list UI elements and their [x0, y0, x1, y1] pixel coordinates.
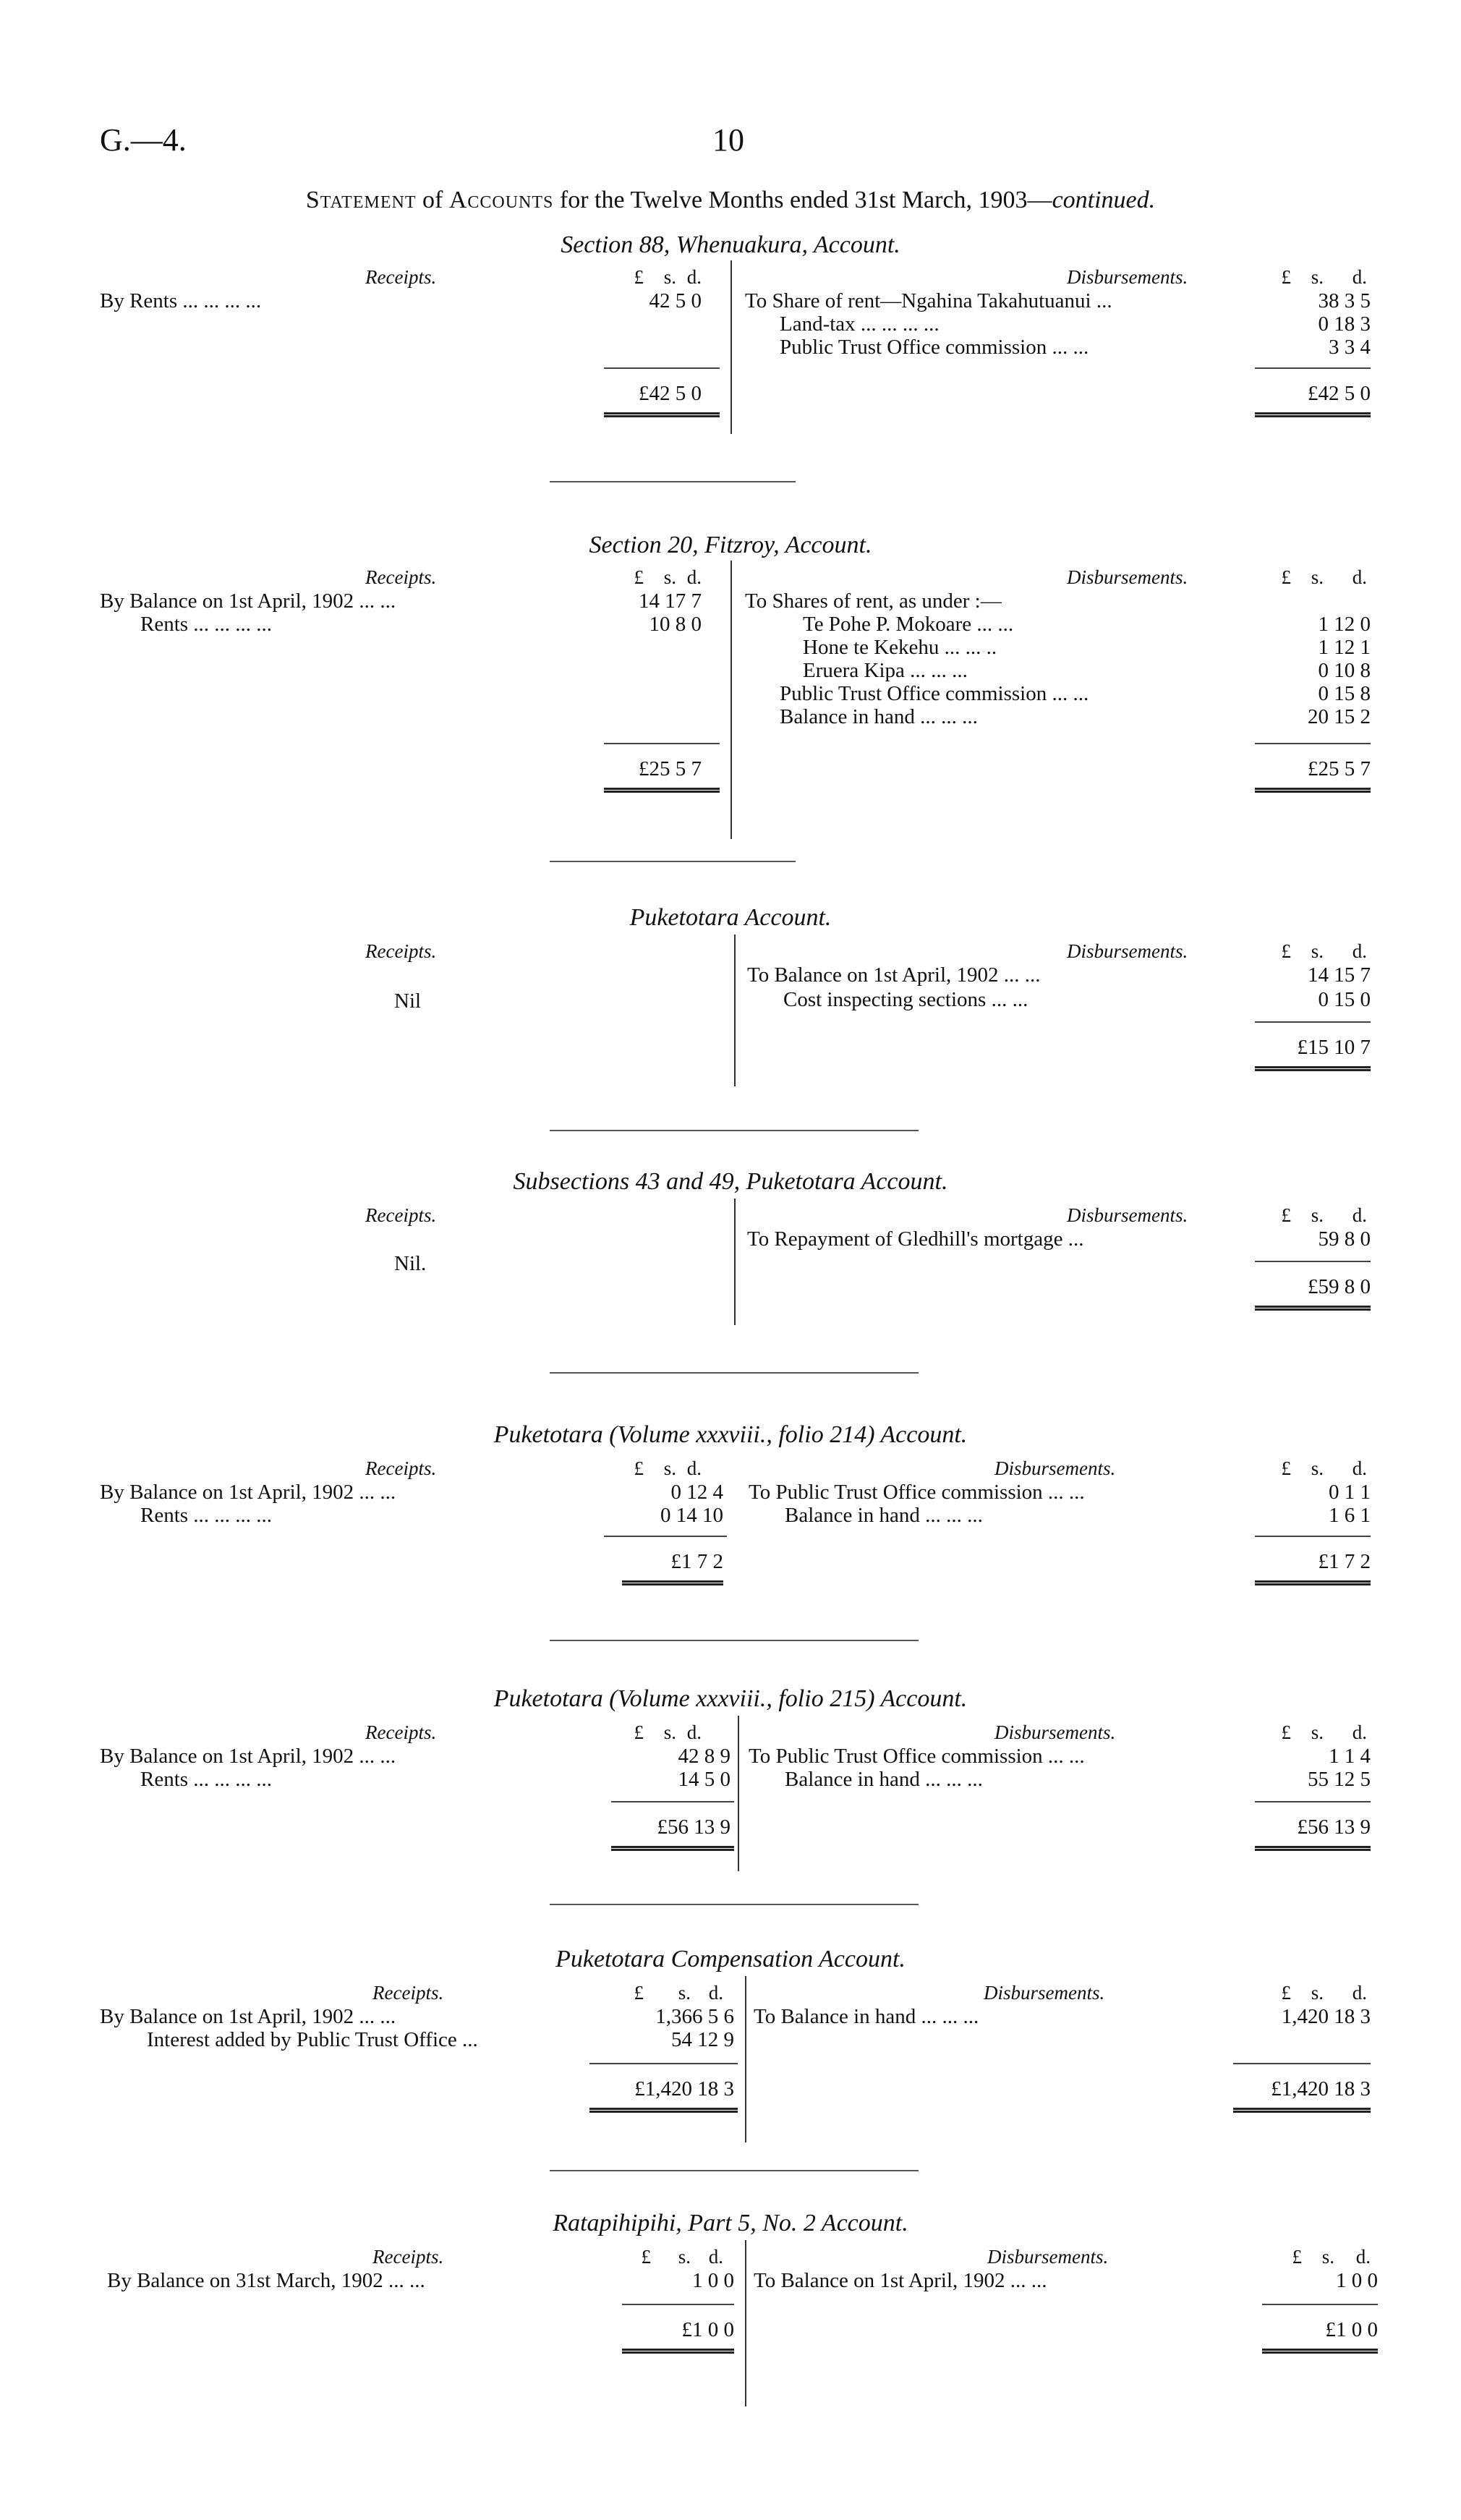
shilling-header: s.	[1311, 1982, 1324, 2004]
receipt-amount: 14 17 7	[639, 589, 702, 613]
receipt-label: By Balance on 1st April, 1902 ... ...	[100, 2005, 396, 2028]
disb-total: £15 10 7	[1297, 1036, 1371, 1059]
disbursements-header: Disbursements.	[994, 1457, 1116, 1479]
pound-header: £	[641, 2246, 651, 2268]
shilling-header: s.	[1321, 2246, 1334, 2268]
column-divider	[734, 935, 736, 1086]
pence-header: d.	[686, 266, 702, 288]
disb-amount: 38 3 5	[1318, 289, 1371, 312]
total-double-rule	[604, 412, 720, 417]
pound-header: £	[634, 1457, 644, 1479]
pound-header: £	[634, 1721, 644, 1743]
page-number: 10	[712, 122, 744, 158]
receipts-header: Receipts.	[372, 2246, 444, 2268]
subtotal-rule	[1255, 367, 1371, 369]
disb-label: To Balance on 1st April, 1902 ... ...	[754, 2269, 1047, 2292]
disb-total: £1 0 0	[1325, 2318, 1378, 2341]
section-separator	[550, 1372, 919, 1374]
total-double-rule	[1255, 1580, 1371, 1585]
column-divider	[745, 1976, 746, 2142]
section-title: Puketotara Account.	[629, 904, 832, 931]
shilling-header: s.	[678, 2246, 691, 2268]
disbursements-header: Disbursements.	[984, 1982, 1105, 2004]
disbursements-header: Disbursements.	[1067, 566, 1188, 588]
section-separator	[550, 861, 796, 862]
receipts-total: £56 13 9	[657, 1815, 730, 1839]
title-word-of: of	[422, 187, 443, 213]
receipt-label: Rents ... ... ... ...	[140, 613, 273, 636]
subtotal-rule	[1262, 2304, 1378, 2305]
disb-amount: 1 1 4	[1329, 1745, 1371, 1768]
disb-label: Cost inspecting sections ... ...	[783, 988, 1028, 1011]
receipt-label: By Balance on 31st March, 1902 ... ...	[107, 2269, 425, 2292]
shilling-header: s.	[663, 266, 676, 288]
subtotal-rule	[1233, 2063, 1371, 2064]
pound-header: £	[1281, 1204, 1291, 1226]
pence-header: d.	[1352, 566, 1367, 588]
receipts-header: Receipts.	[365, 1204, 437, 1226]
disb-amount: 0 18 3	[1318, 312, 1371, 336]
receipts-total: £1,420 18 3	[634, 2077, 734, 2100]
receipt-label: By Rents ... ... ... ...	[100, 289, 262, 312]
total-double-rule	[611, 1846, 734, 1851]
subtotal-rule	[589, 2063, 738, 2064]
section-title: Subsections 43 and 49, Puketotara Account.	[513, 1168, 948, 1195]
disb-amount: 1 6 1	[1329, 1504, 1371, 1527]
title-word-accounts: Accounts	[448, 187, 554, 213]
pound-header: £	[1281, 1982, 1291, 2004]
disb-amount: 20 15 2	[1308, 705, 1371, 728]
disb-label: Balance in hand ... ... ...	[785, 1768, 983, 1791]
disbursements-header: Disbursements.	[987, 2246, 1109, 2268]
receipt-label: Interest added by Public Trust Office ...	[147, 2028, 478, 2051]
column-divider	[734, 1199, 736, 1325]
section-separator	[550, 1130, 919, 1131]
shilling-header: s.	[1311, 266, 1324, 288]
section-title: Section 88, Whenuakura, Account.	[561, 231, 900, 258]
pence-header: d.	[686, 1721, 702, 1743]
disb-amount: 1 12 0	[1318, 613, 1371, 636]
receipts-header: Receipts.	[365, 1721, 437, 1743]
pence-header: d.	[708, 1982, 723, 2004]
subtotal-rule	[1255, 743, 1371, 744]
disb-label: Eruera Kipa ... ... ...	[803, 659, 968, 682]
receipt-label: By Balance on 1st April, 1902 ... ...	[100, 1481, 396, 1504]
receipt-label: By Balance on 1st April, 1902 ... ...	[100, 589, 396, 613]
disb-label: To Public Trust Office commission ... ...	[749, 1745, 1085, 1768]
pence-header: d.	[686, 1457, 702, 1479]
section-separator	[550, 1904, 919, 1905]
disb-amount: 0 10 8	[1318, 659, 1371, 682]
disbursements-header: Disbursements.	[994, 1721, 1116, 1743]
document-code: G.—4.	[100, 122, 187, 158]
disb-label: To Shares of rent, as under :—	[745, 589, 1002, 613]
receipts-header: Receipts.	[365, 566, 437, 588]
subtotal-rule	[604, 743, 720, 744]
disb-label: Land-tax ... ... ... ...	[780, 312, 940, 336]
shilling-header: s.	[678, 1982, 691, 2004]
title-rest: for the Twelve Months ended 31st March, 1903—	[559, 187, 1052, 213]
subtotal-rule	[1255, 1536, 1371, 1537]
subtotal-rule	[1255, 1261, 1371, 1262]
disb-total: £56 13 9	[1297, 1815, 1371, 1839]
receipt-amount: 0 12 4	[670, 1481, 723, 1504]
disb-label: Public Trust Office commission ... ...	[780, 336, 1089, 359]
section-title: Puketotara Compensation Account.	[555, 1946, 906, 1972]
receipt-amount: 1,366 5 6	[655, 2005, 734, 2028]
total-double-rule	[1255, 1306, 1371, 1311]
total-double-rule	[1255, 788, 1371, 793]
disb-amount: 0 1 1	[1329, 1481, 1371, 1504]
disb-amount: 0 15 8	[1318, 682, 1371, 705]
pound-header: £	[1281, 566, 1291, 588]
shilling-header: s.	[663, 566, 676, 588]
total-double-rule	[1255, 1846, 1371, 1851]
pence-header: d.	[1352, 1982, 1367, 2004]
receipt-amount: 42 8 9	[678, 1745, 730, 1768]
receipt-amount: 14 5 0	[678, 1768, 730, 1791]
receipts-header: Receipts.	[372, 1982, 444, 2004]
receipt-amount: 54 12 9	[671, 2028, 734, 2051]
page-title	[0, 187, 1461, 214]
total-double-rule	[622, 2349, 734, 2354]
disb-label: To Share of rent—Ngahina Takahutuanui ...	[745, 289, 1112, 312]
pence-header: d.	[1352, 1721, 1367, 1743]
receipts-total: £1 0 0	[681, 2318, 734, 2341]
disbursements-header: Disbursements.	[1067, 1204, 1188, 1226]
receipt-amount: 42 5 0	[649, 289, 702, 312]
disb-label: Te Pohe P. Mokoare ... ...	[803, 613, 1014, 636]
shilling-header: s.	[663, 1457, 676, 1479]
pound-header: £	[634, 566, 644, 588]
subtotal-rule	[622, 2304, 734, 2305]
disb-label: To Repayment of Gledhill's mortgage ...	[747, 1227, 1084, 1251]
pound-header: £	[1281, 1457, 1291, 1479]
shilling-header: s.	[663, 1721, 676, 1743]
disb-label: To Balance on 1st April, 1902 ... ...	[747, 963, 1041, 987]
pence-header: d.	[1352, 1457, 1367, 1479]
shilling-header: s.	[1311, 1457, 1324, 1479]
disb-amount: 14 15 7	[1308, 963, 1371, 987]
subtotal-rule	[604, 1536, 727, 1537]
receipts-header: Receipts.	[365, 266, 437, 288]
receipts-total: £42 5 0	[639, 382, 702, 405]
total-double-rule	[604, 788, 720, 793]
pence-header: d.	[1352, 1204, 1367, 1226]
shilling-header: s.	[1311, 566, 1324, 588]
section-separator	[550, 2170, 919, 2171]
receipts-nil: Nil.	[394, 1252, 427, 1275]
title-continued: continued.	[1052, 187, 1156, 213]
total-double-rule	[1233, 2108, 1371, 2113]
subtotal-rule	[604, 367, 720, 369]
pence-header: d.	[1352, 266, 1367, 288]
receipts-total: £25 5 7	[639, 757, 702, 780]
column-divider	[738, 1716, 739, 1871]
receipts-nil: Nil	[394, 989, 422, 1013]
pound-header: £	[1281, 266, 1291, 288]
total-double-rule	[1255, 1066, 1371, 1071]
receipt-amount: 1 0 0	[692, 2269, 734, 2292]
disb-amount: 55 12 5	[1308, 1768, 1371, 1791]
disb-label: To Public Trust Office commission ... ...	[749, 1481, 1085, 1504]
disb-label: Hone te Kekehu ... ... ..	[803, 636, 997, 659]
disb-total: £42 5 0	[1308, 382, 1371, 405]
shilling-header: s.	[1311, 940, 1324, 962]
pence-header: d.	[708, 2246, 723, 2268]
disb-label: To Balance in hand ... ... ...	[754, 2005, 979, 2028]
pence-header: d.	[1352, 940, 1367, 962]
disb-amount: 1 0 0	[1336, 2269, 1378, 2292]
column-divider	[730, 561, 732, 839]
receipt-label: Rents ... ... ... ...	[140, 1768, 273, 1791]
receipt-amount: 0 14 10	[660, 1504, 723, 1527]
disb-amount: 59 8 0	[1318, 1227, 1371, 1251]
subtotal-rule	[1255, 1801, 1371, 1802]
section-separator	[550, 481, 796, 482]
pound-header: £	[1281, 1721, 1291, 1743]
disb-total: £59 8 0	[1308, 1275, 1371, 1298]
column-divider	[730, 260, 732, 434]
total-double-rule	[622, 1580, 723, 1585]
section-title: Puketotara (Volume xxxviii., folio 215) Account.	[493, 1685, 968, 1712]
title-word-statement: Statement	[305, 187, 417, 213]
pence-header: d.	[1355, 2246, 1371, 2268]
pound-header: £	[634, 266, 644, 288]
disb-amount: 0 15 0	[1318, 988, 1371, 1011]
disbursements-header: Disbursements.	[1067, 940, 1188, 962]
subtotal-rule	[1255, 1021, 1371, 1023]
pound-header: £	[634, 1982, 644, 2004]
section-title: Ratapihipihi, Part 5, No. 2 Account.	[553, 2210, 908, 2236]
total-double-rule	[1255, 412, 1371, 417]
disbursements-header: Disbursements.	[1067, 266, 1188, 288]
pound-header: £	[1281, 940, 1291, 962]
disb-label: Balance in hand ... ... ...	[785, 1504, 983, 1527]
shilling-header: s.	[1311, 1721, 1324, 1743]
column-divider	[745, 2240, 746, 2406]
disb-amount: 1 12 1	[1318, 636, 1371, 659]
disb-total: £1,420 18 3	[1271, 2077, 1371, 2100]
pound-header: £	[1292, 2246, 1302, 2268]
section-title: Puketotara (Volume xxxviii., folio 214) Account.	[493, 1421, 968, 1448]
pence-header: d.	[686, 566, 702, 588]
disb-amount: 1,420 18 3	[1281, 2005, 1371, 2028]
receipts-header: Receipts.	[365, 940, 437, 962]
shilling-header: s.	[1311, 1204, 1324, 1226]
receipt-amount: 10 8 0	[649, 613, 702, 636]
disb-amount: 3 3 4	[1329, 336, 1371, 359]
section-title: Section 20, Fitzroy, Account.	[589, 532, 872, 558]
receipts-total: £1 7 2	[670, 1550, 723, 1573]
total-double-rule	[589, 2108, 738, 2113]
disb-label: Public Trust Office commission ... ...	[780, 682, 1089, 705]
subtotal-rule	[611, 1801, 734, 1802]
disb-total: £1 7 2	[1318, 1550, 1371, 1573]
receipt-label: Rents ... ... ... ...	[140, 1504, 273, 1527]
disb-total: £25 5 7	[1308, 757, 1371, 780]
section-separator	[550, 1640, 919, 1641]
receipt-label: By Balance on 1st April, 1902 ... ...	[100, 1745, 396, 1768]
total-double-rule	[1262, 2349, 1378, 2354]
receipts-header: Receipts.	[365, 1457, 437, 1479]
disb-label: Balance in hand ... ... ...	[780, 705, 978, 728]
